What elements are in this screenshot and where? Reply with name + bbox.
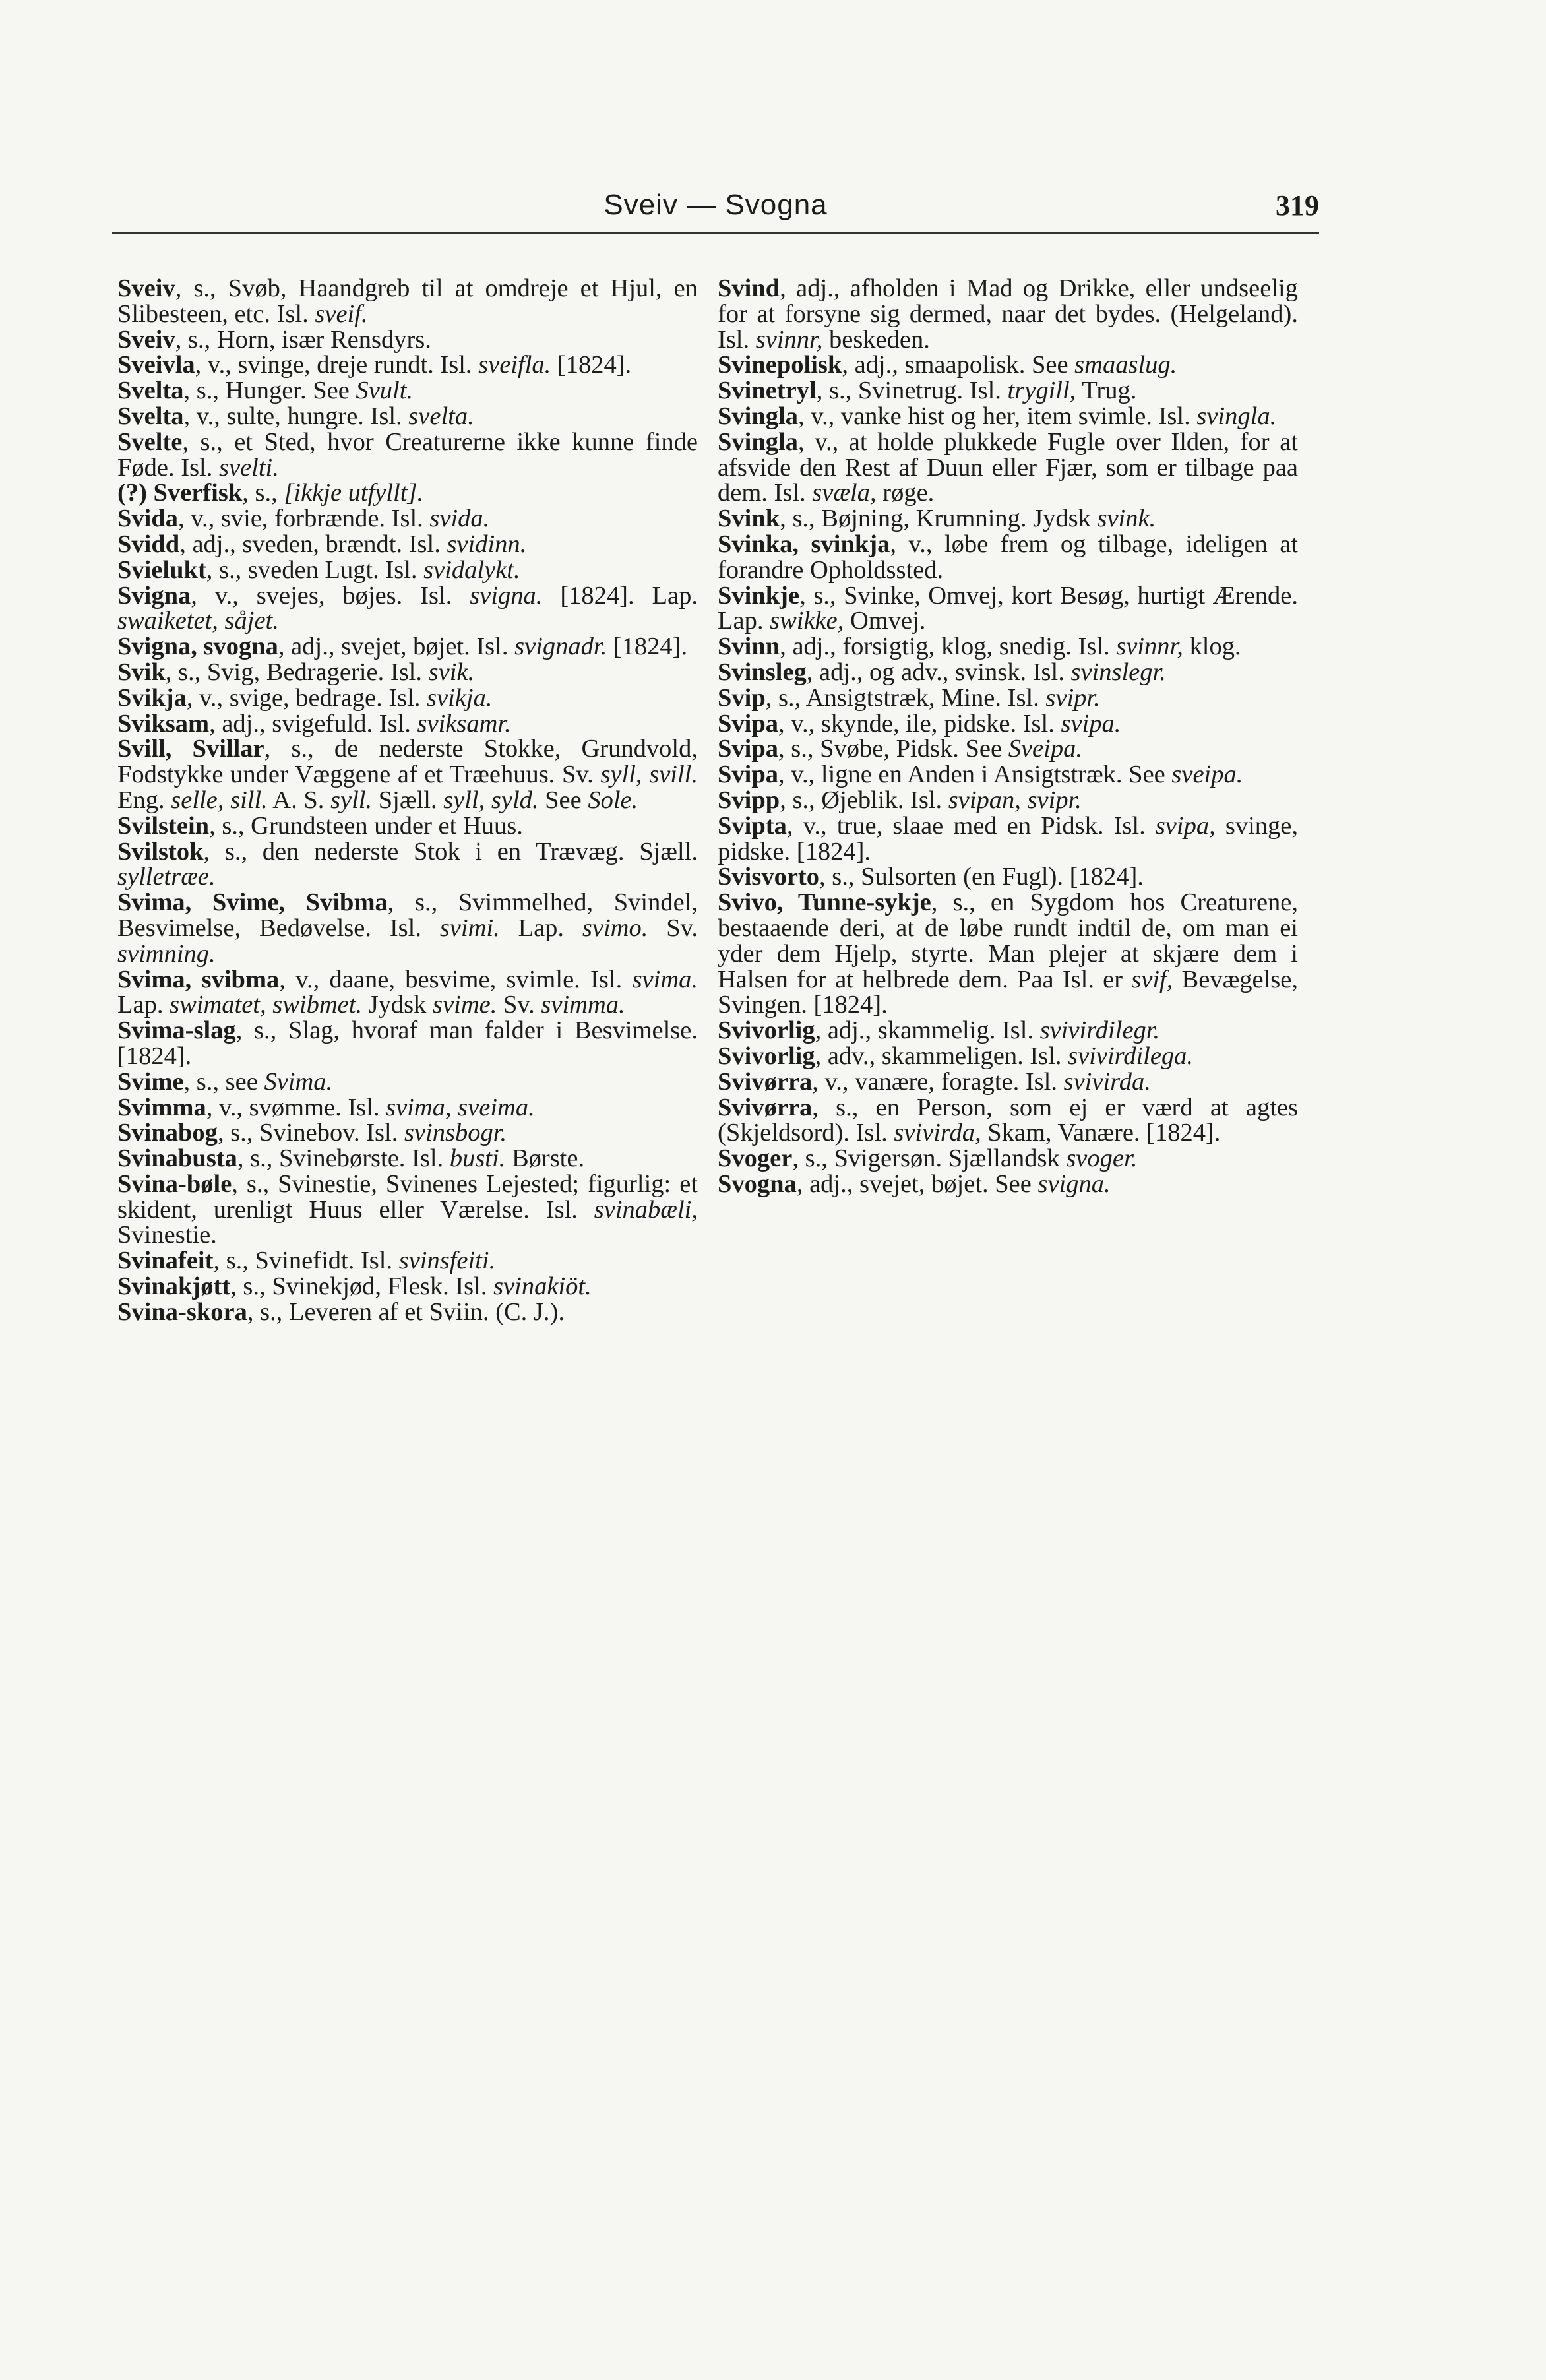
dictionary-entry [117,327,698,353]
headword: Svinafeit [117,1247,214,1275]
dictionary-entry [718,352,1298,378]
entry-etymology: svigna. [1037,1170,1111,1198]
entry-etymology: svime. [433,991,497,1019]
left-column [117,276,698,1325]
entry-etymology: sveif. [315,299,368,328]
entry-text: , s., Leveren af et Sviin. (C. J.). [247,1298,565,1326]
headword: Sveiv [117,274,175,302]
entry-text: , adj., og adv., svinsk. Isl. [806,658,1071,686]
headword: Svigna, svogna [117,633,278,661]
entry-etymology: svimo. [582,914,648,942]
dictionary-entry [117,736,698,813]
headword: Svina-skora [117,1298,247,1326]
headword: Svelta [117,377,184,405]
entry-text: Skam, Vanære. [1824]. [981,1119,1221,1147]
headword: Svinepolisk [718,351,842,379]
entry-text: , adj., sveden, brændt. Isl. [179,530,447,558]
entry-text: Jydsk [362,991,433,1019]
entry-text: , s., de nederste Stokke, Grundvold, Fodstykke under Væggene af et Træehuus. Sv. [117,735,698,789]
dictionary-entry [718,788,1298,813]
entry-text: , s., Bøjning, Krumning. Jydsk [780,505,1098,533]
headword: Svivo, Tunne-sykje [718,889,931,917]
dictionary-entry [117,1018,698,1069]
entry-text: , adj., svejet, bøjet. See [796,1170,1038,1198]
entry-etymology: sveifla. [478,351,551,379]
headword: Svipa [718,735,779,763]
headword: Svoger [718,1144,793,1173]
dictionary-entry [117,1146,698,1172]
headword: Svipp [718,786,780,814]
entry-etymology: svink. [1097,505,1156,533]
dictionary-entry [718,634,1298,660]
headword: Svik [117,658,166,686]
dictionary-entry [117,532,698,557]
headword: Svimma [117,1093,206,1121]
dictionary-entry [117,352,698,378]
entry-etymology: svif, [1131,965,1173,993]
entry-text: , adj., skammelig. Isl. [815,1017,1040,1045]
entry-etymology: swikke, [770,607,844,635]
headword: (?) Sverfisk [117,479,243,507]
entry-text: , s., Svinke, Omvej, kort Besøg, hurtigt Ærende. Lap. [718,581,1298,635]
headword: Svida [117,505,179,533]
headword: Svinsleg [718,658,807,686]
dictionary-entry [718,660,1298,685]
headword: Svipa [718,709,779,737]
dictionary-entry [117,557,698,583]
entry-etymology: svidalykt. [423,555,520,584]
entry-etymology: svida. [429,505,490,533]
entry-text: , v., daane, besvime, svimle. Isl. [279,965,633,993]
entry-etymology: busti. [449,1144,506,1173]
headword: Svinkje [718,581,800,610]
entry-text: , s., en Sygdom hos Creaturene, bestaaende deri, at de løbe rundt indtil de, om man ei yder dem Hjelp, styrte. Man plejer at skjære dem i Halsen for at helbrede dem. Paa Isl. er [718,889,1298,993]
entry-text: , adj., forsigtig, klog, snedig. Isl. [780,633,1117,661]
entry-text: , s., en Person, som ej er værd at agtes (Skjeldsord). Isl. [718,1093,1298,1147]
entry-text: , adv., skammeligen. Isl. [815,1042,1068,1070]
entry-text: , v., at holde plukkede Fugle over Ilden, for at afsvide den Rest af Duun eller Fjær, som er tilbage paa dem. Isl. [718,427,1298,507]
entry-text: , s., Svigersøn. Sjællandsk [792,1144,1067,1173]
entry-text: , s., den nederste Stok i en Trævæg. Sjæll. [203,837,698,865]
dictionary-entry [117,378,698,404]
entry-text: , adj., smaapolisk. See [842,351,1075,379]
dictionary-entry [117,583,698,635]
dictionary-entry [117,276,698,327]
entry-text: , s., Svinekjød, Flesk. Isl. [230,1272,494,1301]
entry-etymology: svipa, [1155,811,1216,840]
entry-text: , adj., svejet, bøjet. Isl. [278,633,515,661]
entry-text: , s., Svinestie, Svinenes Lejested; figurlig: et skident, urenligt Huus eller Værelse. Isl. [117,1170,698,1224]
entry-etymology: svæla, [812,479,877,507]
headword: Svivorlig [718,1017,815,1045]
entry-etymology: svivirdilegr. [1039,1017,1160,1045]
entry-text: , v., ligne en Anden i Ansigtstræk. See [778,761,1172,789]
entry-etymology: sveipa. [1171,761,1243,789]
right-column [718,276,1298,1197]
entry-text: Lap. [499,914,582,942]
entry-text: , s., Slag, hvoraf man falder i Besvimelse. [1824]. [117,1017,698,1070]
entry-etymology: [ikkje utfyllt]. [284,479,424,507]
headword: Svinakjøtt [117,1272,231,1301]
dictionary-entry [117,839,698,891]
entry-text: See [538,786,588,814]
entry-text: , s., Svøbe, Pidsk. See [778,735,1008,763]
entry-etymology: svidinn. [447,530,527,558]
entry-etymology: svinslegr. [1070,658,1166,686]
headword: Svinka, svinkja [718,530,890,558]
dictionary-entry [718,276,1298,352]
dictionary-entry [718,762,1298,788]
entry-etymology: syll, svill. [600,761,698,789]
entry-text: røge. [876,479,935,507]
dictionary-entry [117,1248,698,1274]
entry-etymology: svignadr. [514,633,607,661]
entry-etymology: svipr. [1045,683,1100,712]
entry-etymology: sylletræe. [117,863,216,891]
entry-text: , s., see [183,1067,264,1096]
entry-text: beskeden. [822,325,930,354]
headword: Svima-slag [117,1017,236,1045]
entry-text: , s., Horn, især Rensdyrs. [175,325,431,354]
entry-text: Eng. [117,786,171,814]
entry-text: , s., et Sted, hvor Creaturerne ikke kunne finde Føde. Isl. [117,427,698,482]
entry-etymology: svelti. [219,453,279,482]
dictionary-entry [718,1044,1298,1069]
entry-text: , s., sveden Lugt. Isl. [206,555,424,584]
dictionary-entry [718,1069,1298,1095]
dictionary-entry [718,685,1298,711]
page-number: 319 [1276,189,1319,222]
entry-etymology: Svima. [264,1067,333,1096]
dictionary-entry [718,736,1298,762]
dictionary-entry [718,1172,1298,1197]
entry-etymology: svigna. [470,581,543,610]
headword: Svigna [117,581,191,610]
entry-text: , s., [242,479,284,507]
dictionary-entry [117,634,698,660]
entry-etymology: svipa. [1061,709,1121,737]
entry-text: , s., Svimmelhed, Svindel, Besvimelse, Bedøvelse. Isl. [117,889,698,942]
entry-etymology: svinnr, [1116,633,1183,661]
headword: Svinn [718,633,780,661]
headword: Svima, svibma [117,965,280,993]
entry-text: [1824]. [607,633,688,661]
dictionary-entry [718,1146,1298,1172]
headword: Svime [117,1067,184,1096]
dictionary-entry [117,813,698,839]
entry-etymology: selle, sill. [171,786,268,814]
dictionary-entry [718,404,1298,429]
dictionary-entry [117,1300,698,1325]
entry-text: , v., skynde, ile, pidske. Isl. [778,709,1061,737]
dictionary-entry [718,429,1298,506]
headword: Svingla [718,402,798,430]
headword: Svivørra [718,1067,813,1096]
dictionary-entry [718,532,1298,583]
entry-etymology: svinakiöt. [493,1272,592,1301]
headword: Svilstein [117,811,210,840]
headword: Svink [718,505,780,533]
dictionary-entry [718,1095,1298,1146]
entry-etymology: svimning. [117,939,216,968]
dictionary-entry [117,1172,698,1248]
entry-text: Bevægelse, Svingen. [1824]. [718,965,1298,1019]
entry-text: , adj., afholden i Mad og Drikke, eller undseelig for at forsyne sig dermed, naar det bydes. (Helgeland). Isl. [718,274,1298,354]
entry-text: , v., løbe frem og tilbage, ideligen at forandre Opholdssted. [718,530,1298,584]
headword: Svelta [117,402,184,430]
entry-text: , v., svie, forbrænde. Isl. [178,505,430,533]
entry-etymology: svinnr, [755,325,823,354]
headword: Sveivla [117,351,195,379]
headword: Svidd [117,530,180,558]
entry-text: , v., true, slaae med en Pidsk. Isl. [786,811,1156,840]
headword: Svip [718,683,766,712]
headword: Svelte [117,427,183,456]
entry-text: , v., svømme. Isl. [206,1093,386,1121]
entry-etymology: svivirda, [894,1119,981,1147]
entry-etymology: svimi. [439,914,500,942]
entry-etymology: syll. [330,786,373,814]
headword: Svipta [718,811,787,840]
entry-etymology: svimma. [541,991,625,1019]
dictionary-entry [117,685,698,711]
entry-text: , s., Svøb, Haandgreb til at omdreje et Hjul, en Slibesteen, etc. Isl. [117,274,698,328]
headword: Svipa [718,761,779,789]
headword: Svill, Svillar [117,735,264,763]
entry-text: , v., svinge, dreje rundt. Isl. [195,351,479,379]
entry-text: Svinestie. [117,1221,217,1249]
entry-text: Lap. [117,991,170,1019]
entry-text: svinge, pidske. [1824]. [718,811,1298,865]
dictionary-entry [718,1018,1298,1044]
dictionary-entry [117,711,698,737]
dictionary-entry [117,429,698,481]
dictionary-entry [718,711,1298,737]
headword: Svind [718,274,780,302]
entry-etymology: svinsfeiti. [398,1247,496,1275]
dictionary-entry [117,967,698,1018]
entry-text: Trug. [1076,377,1137,405]
entry-text: , v., svige, bedrage. Isl. [186,683,427,712]
entry-etymology: svipan, svipr. [948,786,1082,814]
entry-etymology: svinabæli, [594,1195,698,1224]
dictionary-entry [718,378,1298,404]
entry-text: , s., Svinefidt. Isl. [213,1247,399,1275]
entry-etymology: svivirda. [1063,1067,1151,1096]
entry-etymology: svoger. [1066,1144,1138,1173]
entry-text: , s., Svinebørste. Isl. [237,1144,450,1173]
entry-text: Sv. [648,914,698,942]
headword: Sviksam [117,709,210,737]
headword: Svogna [718,1170,797,1198]
dictionary-entry [117,1095,698,1121]
headword: Svima, Svime, Svibma [117,889,388,917]
headword: Svina-bøle [117,1170,232,1198]
dictionary-entry [117,1274,698,1300]
headword: Svielukt [117,555,206,584]
headword: Svikja [117,683,187,712]
entry-text: , s., Grundsteen under et Huus. [209,811,523,840]
entry-etymology: swaiketet, såjet. [117,607,279,635]
dictionary-entry [117,506,698,532]
entry-text: , s., Hunger. See [183,377,356,405]
dictionary-entry [718,813,1298,865]
dictionary-entry [117,404,698,429]
entry-etymology: svima, sveima. [386,1093,535,1121]
dictionary-entry [117,1120,698,1146]
entry-text: Sjæll. [372,786,444,814]
headword: Svilstok [117,837,204,865]
entry-text: , s., Svig, Bedragerie. Isl. [165,658,429,686]
entry-text: Sv. [497,991,541,1019]
dictionary-entry [117,480,698,506]
headword: Svinabog [117,1119,218,1147]
headword: Svingla [718,427,798,456]
entry-text: , s., Svinebov. Isl. [217,1119,404,1147]
headword: Sveiv [117,325,175,354]
page-title: Sveiv — Svogna [603,189,828,221]
entry-text: , adj., svigefuld. Isl. [209,709,417,737]
entry-text: [1824]. Lap. [542,581,698,610]
entry-etymology: svik. [428,658,475,686]
entry-text: , v., svejes, bøjes. Isl. [191,581,470,610]
headword: Svivorlig [718,1042,815,1070]
entry-etymology: svikja. [427,683,493,712]
entry-text: , v., vanære, foragte. Isl. [812,1067,1064,1096]
dictionary-entry [718,506,1298,532]
dictionary-entry [718,583,1298,635]
entry-text: , s., Svinetrug. Isl. [816,377,1008,405]
entry-text: , s., Øjeblik. Isl. [780,786,948,814]
dictionary-entry [718,864,1298,890]
entry-etymology: Sole. [588,786,638,814]
entry-etymology: svinsbogr. [404,1119,507,1147]
dictionary-entry [117,890,698,966]
dictionary-entry [117,660,698,685]
entry-etymology: Sveipa. [1008,735,1082,763]
entry-text: , s., Ansigtstræk, Mine. Isl. [765,683,1046,712]
entry-etymology: syll, syld. [443,786,539,814]
entry-etymology: Svult. [356,377,414,405]
entry-etymology: smaaslug. [1074,351,1177,379]
headword: Svinabusta [117,1144,237,1173]
entry-etymology: sviksamr. [417,709,511,737]
entry-text: , s., Sulsorten (en Fugl). [1824]. [819,863,1144,891]
entry-etymology: trygill, [1007,377,1076,405]
entry-etymology: swimatet, swibmet. [170,991,363,1019]
entry-text: , v., vanke hist og her, item svimle. Isl. [797,402,1197,430]
entry-text: [1824]. [551,351,632,379]
headword: Svinetryl [718,377,817,405]
dictionary-entry [117,1069,698,1095]
entry-etymology: svivirdilega. [1068,1042,1194,1070]
entry-text: klog. [1183,633,1241,661]
entry-etymology: svima. [632,965,698,993]
entry-text: , v., sulte, hungre. Isl. [183,402,409,430]
dictionary-entry [718,890,1298,1018]
headword: Svisvorto [718,863,819,891]
entry-text: Omvej. [844,607,926,635]
headword: Svivørra [718,1093,813,1121]
entry-text: Børste. [505,1144,585,1173]
entry-etymology: svingla. [1196,402,1277,430]
entry-etymology: svelta. [408,402,474,430]
running-header [112,186,1319,234]
entry-text: A. S. [267,786,330,814]
